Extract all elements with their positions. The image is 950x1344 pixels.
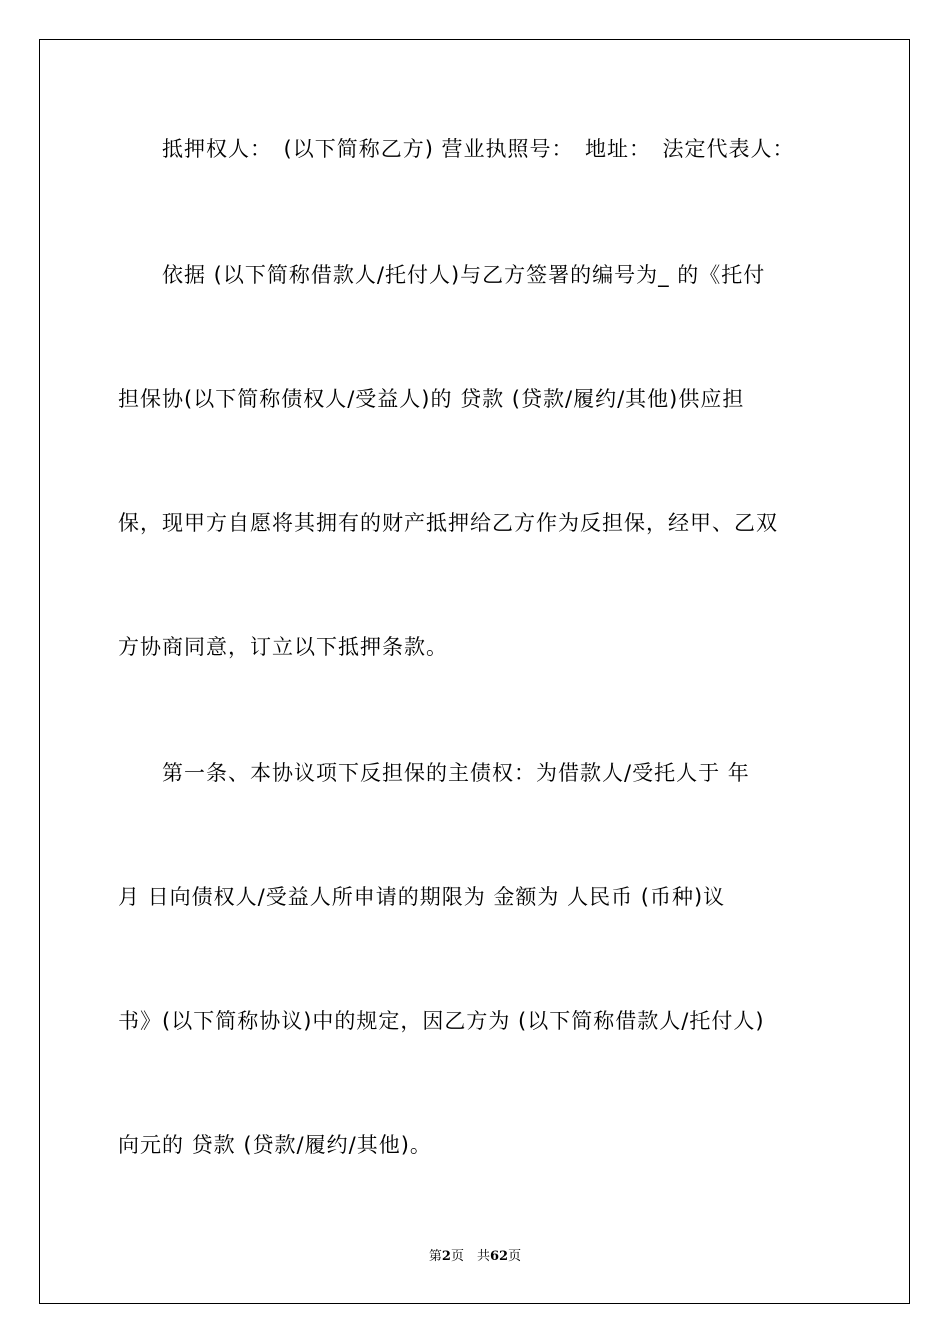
footer-current-page: 2 xyxy=(441,1249,451,1264)
text-line-4: 保，现甲方自愿将其拥有的财产抵押给乙方作为反担保，经甲、乙双 xyxy=(118,511,778,535)
text-line-2: 依据 (以下简称借款人/托付人)与乙方签署的编号为_ 的《托付 xyxy=(118,263,766,287)
text-line-1: 抵押权人： (以下简称乙方) 营业执照号： 地址： 法定代表人： xyxy=(118,137,795,161)
page-border xyxy=(39,39,910,1304)
footer-suffix: 页 xyxy=(508,1249,522,1264)
text-line-7: 月 日向债权人/受益人所申请的期限为 金额为 人民币 (币种)议 xyxy=(118,885,726,909)
text-line-6: 第一条、本协议项下反担保的主债权：为借款人/受托人于 年 xyxy=(118,761,750,785)
text-line-9: 向元的 贷款 (贷款/履约/其他)。 xyxy=(118,1133,432,1157)
page-number-footer xyxy=(0,1248,950,1266)
footer-total-pages: 62 xyxy=(489,1249,509,1264)
footer-prefix: 第 xyxy=(428,1249,442,1264)
footer-middle: 页 共 xyxy=(450,1249,490,1264)
text-line-8: 书》(以下简称协议)中的规定，因乙方为 (以下简称借款人/托付人) xyxy=(118,1009,765,1033)
text-line-3: 担保协(以下简称债权人/受益人)的 贷款 (贷款/履约/其他)供应担 xyxy=(118,387,745,411)
text-line-5: 方协商同意，订立以下抵押条款。 xyxy=(118,635,448,659)
